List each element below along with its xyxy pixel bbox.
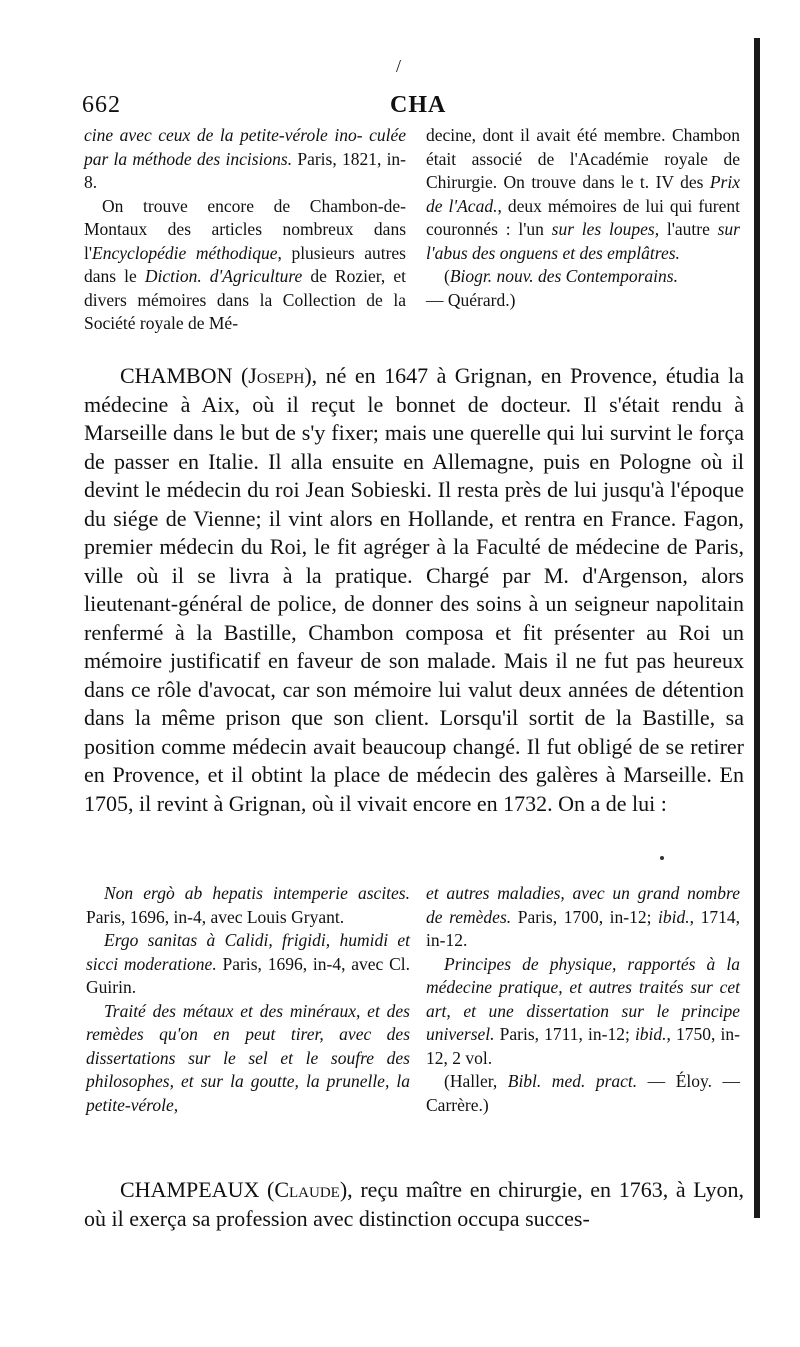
work-imprint: , 1750, in-12, 2 vol. (426, 1024, 740, 1068)
text-run: ( (444, 266, 450, 286)
entry-given-name: Joseph (248, 363, 305, 388)
text-run: de Rozier, et divers mémoires dans la Collection de la Société royale de Mé- (84, 266, 406, 333)
work-title: Ergo sanitas à Calidi, frigidi, humidi et sicci moderatione. (86, 930, 410, 974)
work-item (86, 882, 410, 929)
punctuation: ( (240, 363, 249, 388)
text-run: decine, dont il avait été membre. Chambon était associé de l'Académie royale de Chirurgie. On trouve dans le t. IV des (426, 125, 740, 192)
ibid: ibid. (658, 906, 690, 927)
work-imprint: Paris, 1821, in-8. (84, 148, 407, 192)
punctuation: ) (339, 1177, 348, 1202)
text-run: , l'autre (654, 219, 718, 239)
work-title-fragment: culée par la méthode des incisions. (84, 125, 407, 169)
text-run: On trouve encore de Chambon-de-Montaux des articles nombreux dans l' (84, 195, 406, 263)
entry-body: , reçu maître en chirurgie, en 1763, à Lyon, où il exerça sa profession avec distinction occupa succes- (84, 1177, 744, 1231)
italic-title: Encyclopédie méthodique (92, 242, 278, 263)
text-run: , deux mémoires de lui qui furent couronnés : l'un (426, 195, 740, 239)
work-item (86, 1000, 410, 1118)
work-title: et autres maladies, avec un grand nombre de remèdes. (426, 883, 740, 927)
running-head: CHA (390, 92, 447, 118)
italic-title: Biogr. nouv. des Contemporains. (449, 266, 678, 286)
work-imprint: Paris, 1700, in-12; (511, 906, 659, 927)
entry-body: , né en 1647 à Grignan, en Provence, étudia la médecine à Aix, où il reçut le bonnet de docteur. Il s'était rendu à Marseille dans le but de s'y fixer; mais une querelle qui lui survint le força de passer en Italie. Il alla ensuite en Allemagne, puis en Pologne où il devint le médecin du roi Jean Sobieski. Il resta près de lui jusqu'à l'époque du siége de Vienne; il vint alors en Hollande, et rentra en France. Fagon, premier médecin du Roi, le fit agréger à la Faculté de médecine de Paris, ville où il se livra à la pratique. Chargé par M. d'Argenson, alors lieutenant-général de police, de donner des soins à un seigneur napolitain renfermé à la Bastille, Chambon composa et fit présenter au Roi un mémoire justificatif en faveur de son malade. Mais il ne fut pas heureux dans ce rôle d'avocat, car son mémoire lui valut deux années de détention dans la même prison que son client. Lorsqu'il sortit de la Bastille, sa position comme médecin avait beaucoup changé. Il fut obligé de se retirer en Provence, et il obtint la place de médecin des galères à Marseille. En 1705, il revint à Grignan, où il vivait encore en 1732. On a de lui : (84, 363, 744, 816)
page-edge-rule (754, 38, 760, 1218)
prev-entry-paragraph (84, 195, 406, 336)
work-imprint: , 1714, in-12. (426, 906, 740, 950)
prev-entry-paragraph-cont (426, 124, 740, 265)
text-run: — Quérard.) (426, 289, 516, 310)
works-left-column (86, 882, 410, 1117)
entry-headword: CHAMPEAUX (120, 1177, 260, 1202)
italic-title: Prix de l'Acad. (426, 172, 740, 216)
works-right-column (426, 882, 740, 1117)
italic-title: Bibl. med. pract. (507, 1071, 638, 1091)
ibid: ibid. (634, 1024, 667, 1044)
prev-entry-citation (426, 265, 740, 312)
text-run: — Éloy. — Carrère.) (426, 1071, 741, 1115)
text-run: , plusieurs autres dans le (84, 242, 406, 286)
page-header (82, 92, 742, 122)
work-title: Non ergò ab hepatis intemperie ascites. (104, 883, 410, 903)
punctuation: ) (304, 363, 312, 388)
italic-title: sur l'abus des onguens et des emplâtres. (426, 219, 740, 263)
work-item (426, 953, 740, 1071)
work-item-cont (426, 882, 740, 953)
entry-chambon (84, 362, 744, 818)
italic-title: sur les loupes (551, 219, 655, 239)
page-number: 662 (82, 92, 121, 118)
punctuation: ( (267, 1177, 275, 1202)
work-title-fragment: cine avec ceux de la petite-vérole ino- (84, 125, 363, 145)
work-title: Principes de physique, rapportés à la médecine pratique, et autres traités sur cet art, et une dissertation sur le principe universel. (426, 953, 740, 1044)
work-title: Traité des métaux et des minéraux, et des remèdes qu'on en peut tirer, avec des dissertations sur le sel et le soufre des philosophes, et sur la goutte, la prunelle, la petite-vérole, (86, 1000, 410, 1115)
italic-title: Diction. d'Agriculture (144, 266, 303, 286)
entry-headword: CHAMBON (120, 363, 233, 388)
work-imprint: Paris, 1711, in-12; (494, 1024, 635, 1044)
margin-mark: / (396, 56, 402, 76)
prev-entry-title-continuation (84, 124, 406, 195)
work-item (86, 929, 410, 1000)
work-imprint: Paris, 1696, in-4, avec Cl. Guirin. (86, 953, 411, 997)
works-citation (426, 1070, 740, 1117)
prev-entry-right-column (426, 124, 740, 312)
prev-entry-left-column (84, 124, 406, 336)
text-run: (Haller, (444, 1071, 508, 1091)
ink-speck (660, 856, 664, 860)
work-imprint: Paris, 1696, in-4, avec Louis Gryant. (86, 906, 345, 927)
entry-given-name: Claude (274, 1177, 340, 1202)
entry-champeaux (84, 1176, 744, 1233)
